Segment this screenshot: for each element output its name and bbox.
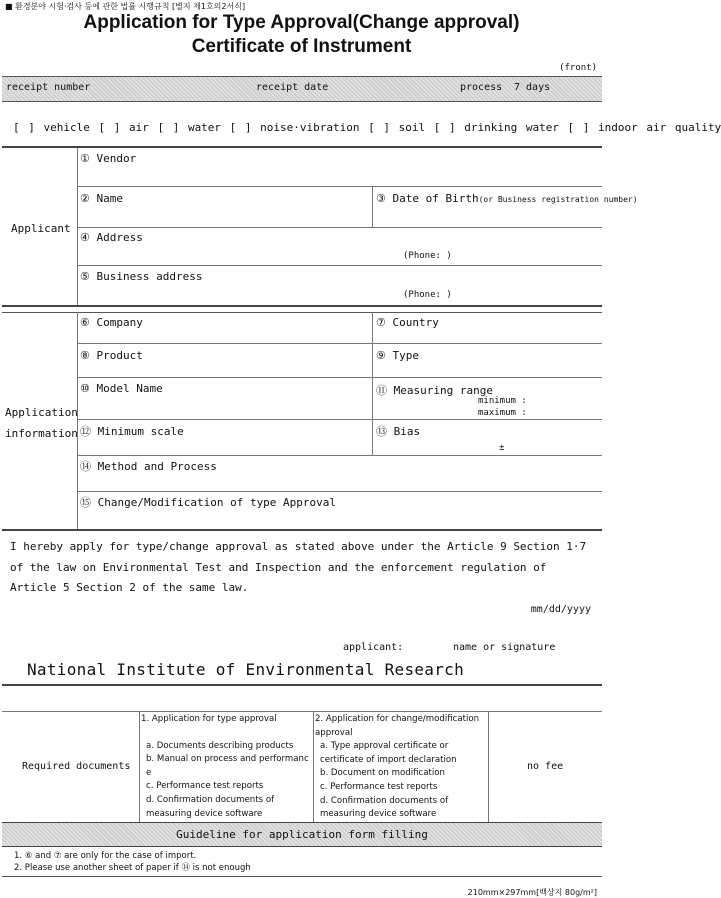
guideline-note: 1. ⑥ and ⑦ are only for the case of import. [14,851,197,861]
divider [77,377,602,378]
divider [488,711,489,822]
fee-value: no fee [527,761,564,772]
receipt-date-label: receipt date [256,82,329,93]
method-process-field[interactable]: ⑭ Method and Process [80,460,217,473]
change-doc-item: a. Type approval certificate or certificate of import declaration [320,741,457,765]
divider [77,419,602,420]
form-title-line1: Application for Type Approval(Change approval) [83,12,520,33]
divider [77,343,602,344]
phone-field-address[interactable]: (Phone: ) [403,251,452,261]
divider [313,711,314,822]
bias-symbol: ± [499,443,505,453]
form-reference: ■ 환경분야 시험·검사 등에 관한 법률 시행규칙 [별지 제1호의2서식] [5,2,246,11]
type-doc-item: b. Manual on process and performanc e [146,754,309,778]
divider [2,711,602,712]
measuring-range-maximum[interactable]: maximum : [478,408,527,418]
change-doc-item: c. Performance test reports [320,781,438,792]
guideline-notes [14,850,251,874]
business-address-field[interactable]: ⑤ Business address [80,270,203,283]
type-approval-title: 1. Application for type approval [141,714,277,724]
divider [2,876,602,877]
address-field[interactable]: ④ Address [80,231,143,244]
divider [77,491,602,492]
change-approval-title: 2. Application for change/modification approval [315,714,480,738]
application-section-label-2: information [5,427,78,440]
date-of-birth-field[interactable] [376,192,638,205]
company-field[interactable]: ⑥ Company [80,316,143,329]
receipt-number-label: receipt number [6,82,91,93]
vendor-field[interactable]: ① Vendor [80,152,137,165]
date-of-birth-label: ③ Date of Birth [376,192,479,205]
divider [2,305,602,307]
divider [77,265,602,266]
model-name-field[interactable]: ⑩ Model Name [80,382,163,395]
divider [372,186,373,227]
dob-note: (or Business registration number) [478,195,638,204]
type-doc-item: a. Documents describing products [146,740,294,751]
type-field[interactable]: ⑨ Type [376,349,419,362]
authority-name: National Institute of Environmental Research [27,660,465,679]
declaration-text: I hereby apply for type/change approval as stated above under the Article 9 Section 1·7 of the law on Environmental Test and Inspection and the enforcement regulation of Article 5 Section 2 of the same law. [10,540,587,594]
guideline-bar [2,822,602,847]
product-field[interactable]: ⑧ Product [80,349,143,362]
type-doc-item: c. Performance test reports [146,781,264,792]
change-doc-item: b. Document on modification [320,768,445,779]
applicant-section-label: Applicant [11,222,71,235]
form-title-line2: Certificate of Instrument [191,36,412,57]
type-approval-documents [141,713,311,821]
application-section-label-1: Application [5,406,78,419]
process-label: process [460,82,503,93]
guideline-title: Guideline for application form filling [176,828,428,841]
name-field[interactable]: ② Name [80,192,123,205]
divider [2,312,602,313]
measuring-range-minimum[interactable]: minimum : [478,396,527,406]
change-approval-documents [315,713,485,822]
minimum-scale-field[interactable]: ⑫ Minimum scale [80,425,184,438]
change-doc-item: d. Confirmation documents of measuring device software [320,795,449,820]
bias-field[interactable]: ⑬ Bias [376,425,421,438]
required-documents-label: Required documents [22,761,131,772]
divider [77,312,78,529]
divider [139,711,140,822]
divider [2,529,602,531]
guideline-note: 2. Please use another sheet of paper if ⑭ is not enough [14,863,251,873]
paper-spec: 210mm×297mm[백상지 80g/m²] [467,888,597,897]
media-checkboxes[interactable]: [ ] vehicle [ ] air [ ] water [ ] noise·vibration [ ] soil [ ] drinking water [ ] indoor air quality [13,121,721,134]
divider [77,227,602,228]
process-days: 7 days [514,82,551,93]
change-modification-field[interactable]: ⑮ Change/Modification of type Approval [80,496,337,509]
divider [372,312,373,455]
divider [77,455,602,456]
date-field[interactable]: mm/dd/yyyy [530,604,591,615]
divider [77,186,602,187]
signature-field[interactable]: name or signature [453,642,556,653]
front-label: (front) [559,63,597,73]
divider [2,684,602,686]
receipt-bar [2,76,602,102]
country-field[interactable]: ⑦ Country [376,316,439,329]
applicant-label: applicant: [343,642,404,653]
measuring-range-field[interactable]: ⑪ Measuring range [376,384,493,397]
divider [2,146,602,148]
type-doc-item: d. Confirmation documents of measuring device software [146,794,275,819]
phone-field-business[interactable]: (Phone: ) [403,290,452,300]
